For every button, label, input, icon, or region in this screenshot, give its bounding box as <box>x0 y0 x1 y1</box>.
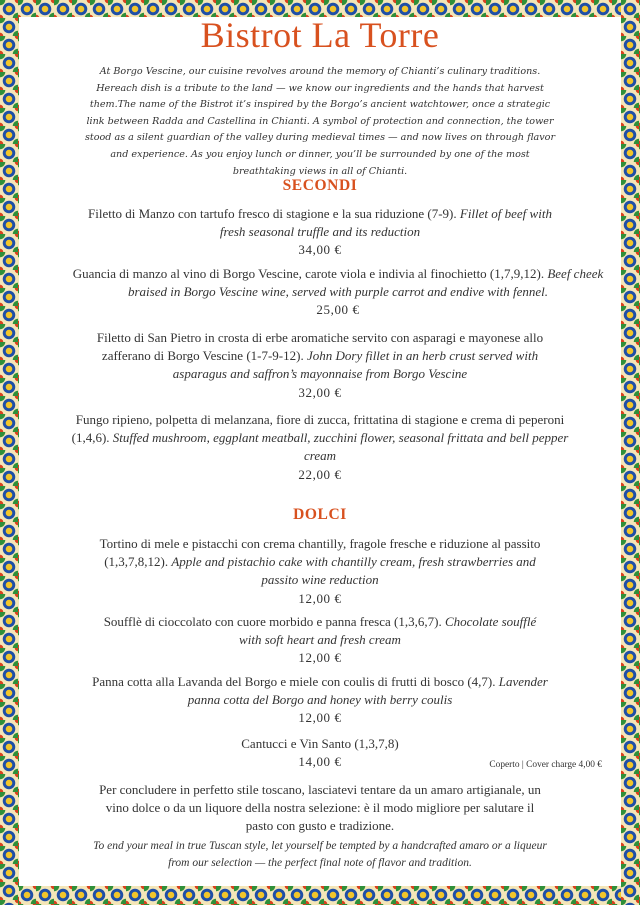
dish-name-it: Guancia di manzo al vino di Borgo Vescine, carote viola e indivia al finochietto (1,7,9,12). <box>72 266 545 281</box>
dessert-item <box>170 735 470 771</box>
dish-price: 32,00 € <box>298 384 342 400</box>
tile-border-right <box>621 0 640 905</box>
dish-name-it: Panna cotta alla Lavanda del Borgo e miele con coulis di frutti di bosco (4,7). <box>92 674 496 689</box>
dish-name-en: Lavender panna cotta del Borgo and honey with berry coulis <box>187 674 548 708</box>
restaurant-name: Bistrot La Torre <box>200 15 440 55</box>
dish-price: 12,00 € <box>298 590 342 606</box>
dish-name-it: Cantucci e Vin Santo (1,3,7,8) <box>241 736 399 751</box>
dish-item <box>82 329 558 402</box>
dish-name-en: Chocolate soufflé with soft heart and fresh cream <box>239 614 537 648</box>
dish-price: 22,00 € <box>298 466 342 482</box>
dish-item <box>70 265 606 320</box>
dish-name-en: Apple and pistachio cake with chantilly cream, fresh strawberries and passito wine reduction <box>171 554 536 588</box>
dish-price: 34,00 € <box>298 242 342 258</box>
cover-charge: Coperto | Cover charge 4,00 € <box>489 760 602 770</box>
dish-item <box>70 411 570 484</box>
closing-note-it: Per concludere in perfetto stile toscano, lasciatevi tentare da un amaro artigianale, un vino dolce o da un liquore della nostra selezione: è il modo migliore per salutare il pasto con gusto e tradizione. <box>99 782 541 834</box>
dish-name-it: Tortino di mele e pistacchi con crema chantilly, fragole fresche e riduzione al passito (1,3,7,8,12). <box>99 536 541 570</box>
dish-price: 14,00 € <box>298 754 342 770</box>
section-title-dolci: DOLCI <box>293 506 347 523</box>
closing-note <box>92 781 548 873</box>
dish-price: 12,00 € <box>298 650 342 666</box>
dessert-item <box>92 613 548 668</box>
section-title-secondi: SECONDI <box>282 177 358 194</box>
dish-name-en: John Dory fillet in an herb crust served with asparagus and saffron’s mayonnaise from Borgo Vescine <box>172 348 539 382</box>
tile-border-left <box>0 0 19 905</box>
dish-name-it: Filetto di San Pietro in crosta di erbe aromatiche servito con asparagi e mayonese allo zafferano di Borgo Vescine (1-7-9-12). <box>96 330 544 364</box>
dish-item <box>82 205 558 260</box>
dish-price: 25,00 € <box>316 302 360 318</box>
dish-name-it: Soufflè di cioccolato con cuore morbido e panna fresca (1,3,6,7). <box>103 614 442 629</box>
dish-price: 12,00 € <box>298 710 342 726</box>
dessert-item <box>82 673 558 728</box>
intro-text: At Borgo Vescine, our cuisine revolves around the memory of Chianti’s culinary traditions. Hereach dish is a tribute to the land — we know our ingredients and the hands that harvest them.The name of the Bistrot it’s inspired by the Borgo’s ancient watchtower, once a strategic link between Radda and Castellina in Chianti. A symbol of protection and connection, the tower stood as a silent guardian of the valley during medieval times — and now lives on through flavor and experience. As you enjoy lunch or dinner, you’ll be surrounded by one of the most breathtaking views in all of Chianti. <box>84 66 556 177</box>
dish-name-en: Stuffed mushroom, eggplant meatball, zucchini flower, seasonal frittata and bell pepper cream <box>112 430 569 464</box>
dish-name-it: Fungo ripieno, polpetta di melanzana, fiore di zucca, frittatina di stagione e crema di peperoni (1,4,6). <box>71 412 565 446</box>
closing-note-en: To end your meal in true Tuscan style, let yourself be tempted by a handcrafted amaro or a liqueur from our selection — the perfect final note of flavor and tradition. <box>93 839 547 870</box>
dish-name-it: Filetto di Manzo con tartufo fresco di stagione e la sua riduzione (7-9). <box>88 206 457 221</box>
tile-border-bottom <box>0 886 640 905</box>
dish-name-en: Fillet of beef with fresh seasonal truffle and its reduction <box>219 206 552 240</box>
dessert-item <box>92 535 548 608</box>
dish-name-en: Beef cheek braised in Borgo Vescine wine, served with purple carrot and endive with fennel. <box>127 266 604 300</box>
